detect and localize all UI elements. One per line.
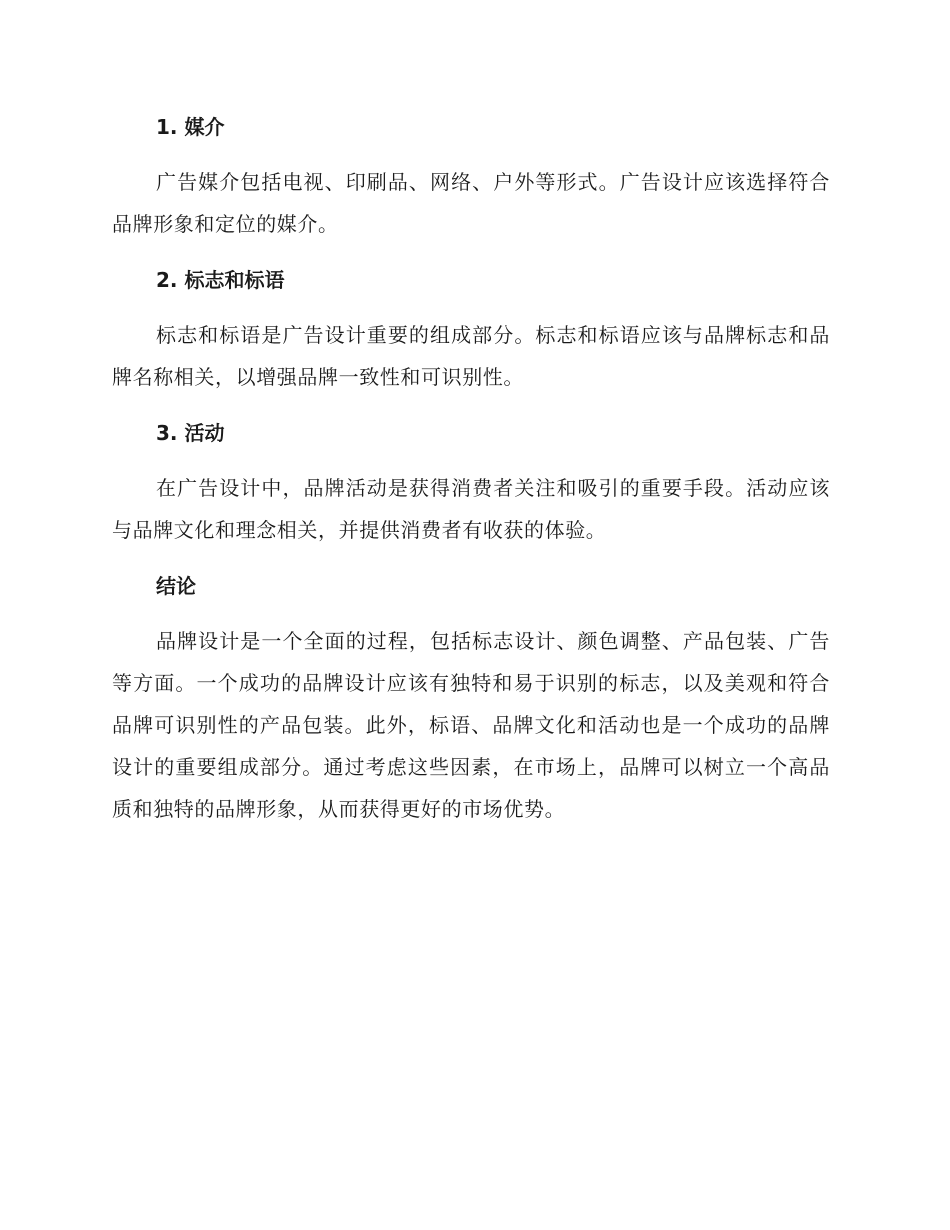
section-heading-activities: 3. 活动 <box>156 421 225 445</box>
document-page <box>112 110 830 830</box>
section-heading-logo-slogan: 2. 标志和标语 <box>156 268 285 292</box>
section-paragraph-conclusion: 品牌设计是一个全面的过程，包括标志设计、颜色调整、产品包装、广告等方面。一个成功的品牌设计应该有独特和易于识别的标志，以及美观和符合品牌可识别性的产品包装。此外，标语、品牌文化和活动也是一个成功的品牌设计的重要组成部分。通过考虑这些因素，在市场上，品牌可以树立一个高品质和独特的品牌形象，从而获得更好的市场优势。 <box>112 629 830 821</box>
section-paragraph-logo-slogan: 标志和标语是广告设计重要的组成部分。标志和标语应该与品牌标志和品牌名称相关，以增强品牌一致性和可识别性。 <box>112 323 830 389</box>
section-heading-conclusion: 结论 <box>156 574 196 598</box>
section-heading-media: 1. 媒介 <box>156 115 225 139</box>
section-paragraph-activities: 在广告设计中，品牌活动是获得消费者关注和吸引的重要手段。活动应该与品牌文化和理念相关，并提供消费者有收获的体验。 <box>112 476 830 542</box>
section-paragraph-media: 广告媒介包括电视、印刷品、网络、户外等形式。广告设计应该选择符合品牌形象和定位的媒介。 <box>112 170 830 236</box>
